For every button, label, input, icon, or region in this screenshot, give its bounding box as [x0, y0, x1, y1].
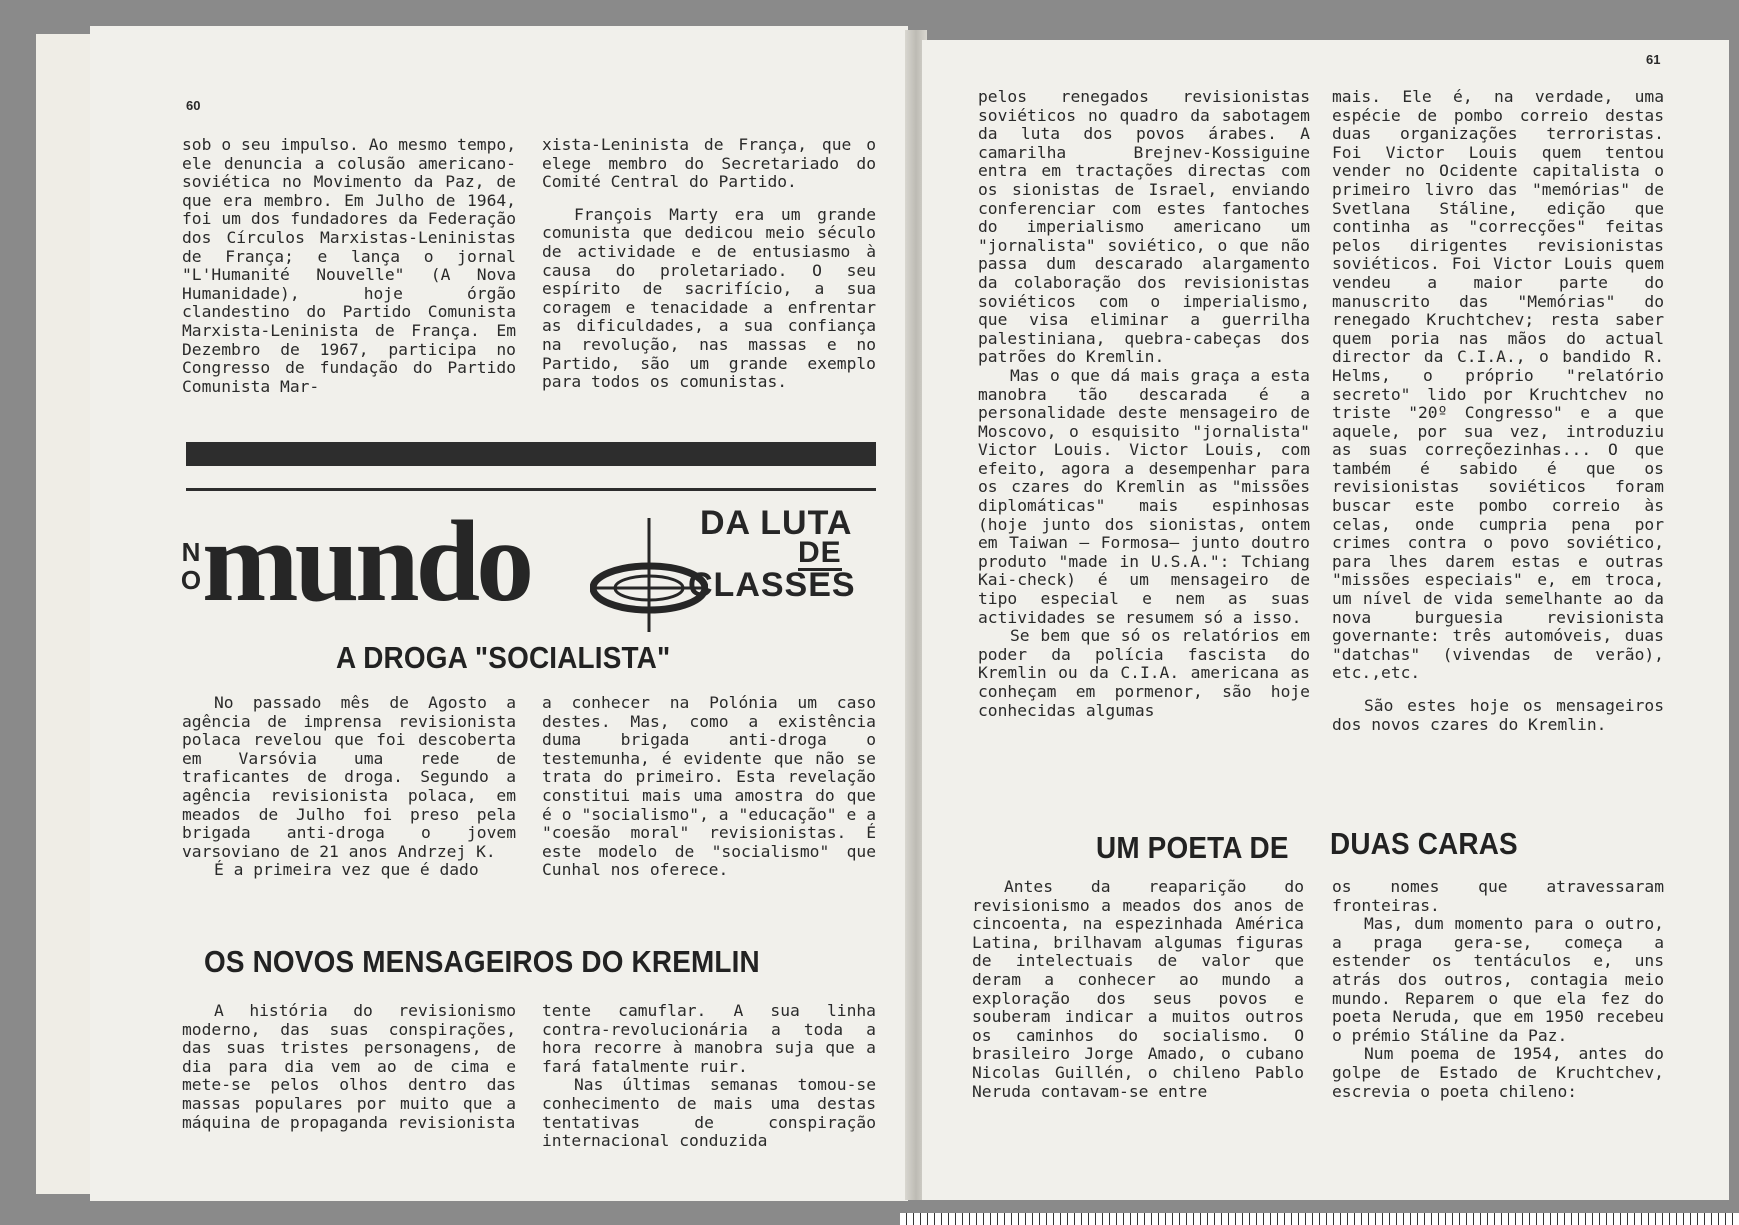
page-number: 60 [186, 98, 201, 113]
intro-column-2 [542, 136, 876, 392]
banner-top-rule [186, 442, 876, 466]
paragraph: É a primeira vez que é dado [214, 860, 479, 880]
page-stack-edges [36, 34, 96, 1194]
paragraph: pelos renegados revisionistas soviéticos no quadro da sabotagem da luta dos povos árabes. A camarilha Brejnev-Kossiguine entra em tractações directas com os sionistas de Israel, enviando conferenciar com estes fantoches do imperialismo americano um "jornalista" soviético, o que não passa dum descarado alargamento da colaboração dos revisionistas soviéticos com o imperialismo, que visa eliminar a guerrilha palestiniana, quebra-cabeças dos patrões do Kremlin. [978, 87, 1310, 367]
paragraph: François Marty era um grande comunista que dedicou meio século de actividade e de entusiasmo à causa do proletariado. O seu espírito de sacrifício, a sua coragem e tenacidade a enfrentar as dificuldades, a sua confiança na revolução, nas massas e no Partido, são um grande exemplo para todos os comunistas. [542, 204, 876, 392]
right-column-2 [1332, 88, 1664, 734]
section-title-poeta-right: DUAS CARAS [1330, 826, 1518, 861]
paragraph: sob o seu impulso. Ao mesmo tempo, ele denuncia a colusão americano-soviética no Movimento da Paz, de que era membro. Em Julho de 1964, foi um dos fundadores da Federação dos Círculos Marxistas-Leninistas de França; e lança o jornal "L'Humanité Nouvelle" (A Nova Humanidade), hoje órgão clandestino do Partido Comunista Marxista-Leninista de França. Em Dezembro de 1967, participa no Congresso de fundação do Partido Comunista Mar- [182, 135, 516, 396]
paragraph: a conhecer na Polónia um caso destes. Mas, como a existência duma brigada anti-droga o testemunha, é evidente que não se trata do primeiro. Esta revelação constitui mais uma amostra do que é o "socialismo", a "educação" e a "coesão moral" revisionistas. É este modelo de "socialismo" que Cunhal nos oferece. [542, 693, 876, 880]
paragraph: Se bem que só os relatórios em poder da polícia fascista do Kremlin ou da C.I.A. americana as conheçam em pormenor, são hoje conhecidas algumas [978, 626, 1310, 720]
paragraph: A história do revisionismo moderno, das suas conspirações, das suas tristes personagens, de dia para dia vem ao de cima e mete-se pelos olhos dentro das massas populares por muito que a máquina de propaganda revisionista [182, 1001, 516, 1132]
paragraph: Mas o que dá mais graça a esta manobra tão descarada é a personalidade deste mensageiro de Moscovo, o esquisito "jornalista" Victor Louis. Victor Louis, com efeito, agora a desempenhar para os czares do Kremlin as "missões diplomáticas" mais espinhosas (hoje junto dos sionistas, ontem em Taiwan — Formosa— junto doutro produto "made in U.S.A.": Tchiang Kai-check) é um mensageiro de tipo especial e nem as suas actividades se resumem só a isso. [978, 365, 1310, 627]
page-number: 61 [1646, 52, 1661, 67]
mensageiros-column-1 [182, 1002, 516, 1132]
paragraph: os nomes que atravessaram fronteiras. [1332, 877, 1664, 915]
poeta-column-2 [1332, 878, 1664, 1101]
scale-ruler [900, 1213, 1739, 1225]
paragraph: Num poema de 1954, antes do golpe de Estado de Kruchtchev, escrevia o poeta chileno: [1332, 1044, 1664, 1101]
banner-de: DE [798, 536, 842, 569]
section-title-poeta-left: UM POETA DE [1096, 830, 1289, 865]
section-title-mensageiros: OS NOVOS MENSAGEIROS DO KREMLIN [204, 944, 760, 979]
droga-column-2 [542, 694, 876, 880]
paragraph: mais. Ele é, na verdade, uma espécie de pombo correio destas duas organizações terroristas. Foi Victor Louis quem tentou vender no Ocidente capitalista o primeiro livro das "memórias" de Svetlana Stáline, edição que continha as "correcções" feitas pelos dirigentes revisionistas soviéticos. Foi Victor Louis quem vendeu a maior parte do manuscrito das "Memórias" do renegado Kruchtchev; resta saber quem poria nas mãos do actual director da C.I.A., o bandido R. Helms, o próprio "relatório secreto" lido por Kruchtchev no triste "20º Congresso" e a que aquele, por sua vez, introduziu as suas correçõezinhas... O que também é sabido é que os revisionistas soviéticos foram buscar este pombo correio às celas, onde cumpria pena por crimes contra o povo soviético, para lhes darem estas e outras "missões especiais" e, em troca, um nível de vida semelhante ao da nova burguesia revisionista governante: três automóveis, duas "datchas" (vivendas de verão), etc.,etc. [1332, 87, 1664, 683]
right-page [922, 40, 1729, 1200]
banner-classes: CLASSES [688, 566, 856, 604]
mensageiros-column-2 [542, 1002, 876, 1151]
paragraph: No passado mês de Agosto a agência de imprensa revisionista polaca revelou que foi descoberta em Varsóvia uma rede de traficantes de droga. Segundo a agência revisionista polaca, em meados de Julho foi preso pela brigada anti-droga o jovem varsoviano de 21 anos Andrzej K. [182, 693, 516, 861]
paragraph: Nas últimas semanas tomou-se conhecimento de mais uma destas tentativas de conspiração internacional conduzida [542, 1075, 876, 1151]
right-column-1 [978, 88, 1310, 720]
paragraph: São estes hoje os mensageiros dos novos czares do Kremlin. [1332, 696, 1664, 734]
intro-column-1 [182, 136, 516, 396]
banner-thin-rule [186, 488, 876, 491]
section-title-droga: A DROGA "SOCIALISTA" [336, 640, 671, 675]
left-page [90, 26, 908, 1201]
banner-da-luta: DA LUTA [700, 504, 853, 542]
paragraph: Antes da reaparição do revisionismo a meados dos anos de cincoenta, na espezinhada América Latina, brilhavam algumas figuras de intelectuais de valor que deram a conhecer ao mundo a exploração dos seus povos e souberam indicar a muitos outros os caminhos do socialismo. O brasileiro Jorge Amado, o cubano Nicolas Guillén, o chileno Pablo Neruda contavam-se entre [972, 877, 1304, 1101]
banner-vertical-word: N O [180, 537, 202, 595]
droga-column-1 [182, 694, 516, 880]
poeta-column-1 [972, 878, 1304, 1101]
paragraph: Mas, dum momento para o outro, a praga gera-se, começa a estender os tentáculos e, uns atrás dos outros, contagia meio mundo. Reparem o que ela fez do poeta Neruda, que em 1950 recebeu o prémio Stáline da Paz. [1332, 914, 1664, 1045]
paragraph: tente camuflar. A sua linha contra-revolucionária a toda a hora recorre à manobra suja que a fará fatalmente ruir. [542, 1001, 876, 1076]
banner-mundo-word: mundo [202, 498, 531, 626]
paragraph: xista-Leninista de França, que o elege membro do Secretariado do Comité Central do Partido. [542, 135, 876, 192]
